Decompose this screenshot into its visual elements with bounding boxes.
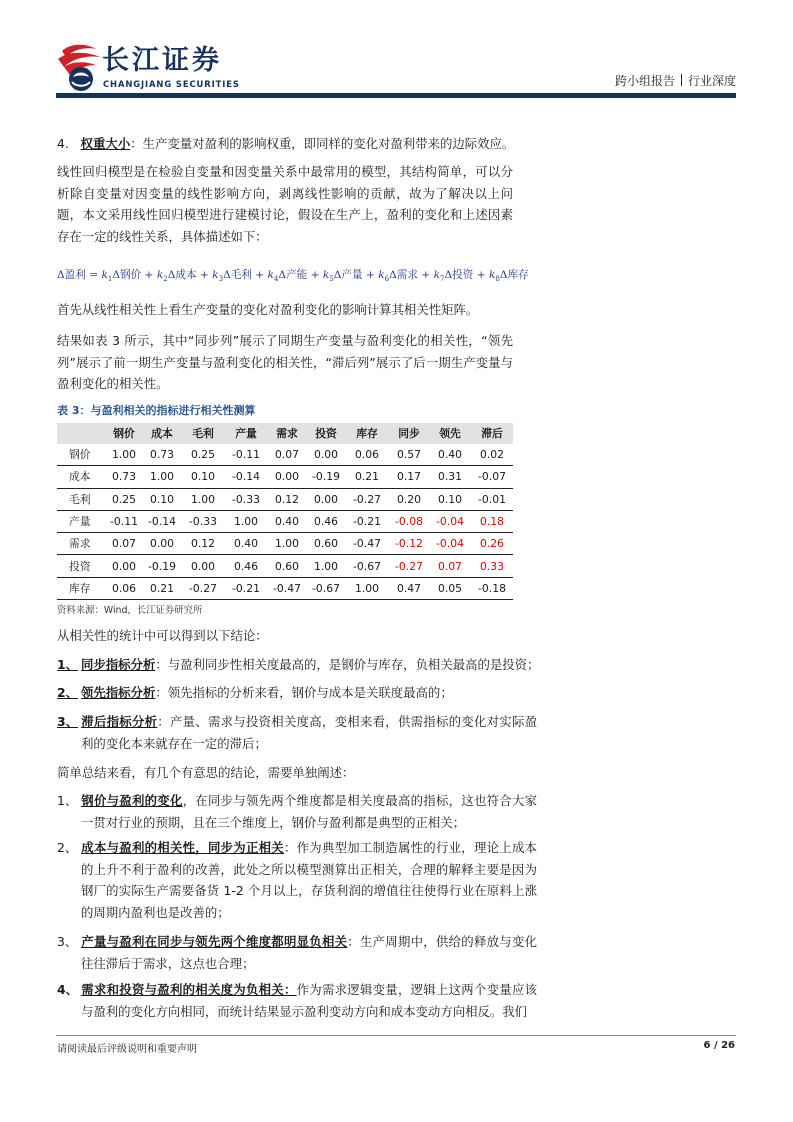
formula-subscript: 8: [495, 275, 500, 284]
summary-item-1: [57, 790, 537, 833]
table-cell: 0.07: [105, 533, 143, 555]
table-cell: -0.21: [345, 510, 389, 532]
table-cell: -0.21: [225, 577, 267, 599]
item-number: 4.: [57, 136, 69, 151]
table-cell: -0.67: [345, 555, 389, 577]
table-cell: 1.00: [267, 533, 307, 555]
summary-item-3: [57, 931, 537, 974]
formula-coefficient: k: [378, 269, 385, 281]
formula-variable: Δ成本: [167, 269, 197, 281]
table-cell: -0.27: [345, 488, 389, 510]
table-cell: 0.12: [267, 488, 307, 510]
formula-subscript: 2: [163, 275, 168, 284]
row-header: 需求: [57, 533, 105, 555]
row-header: 毛利: [57, 488, 105, 510]
table-row: [57, 466, 513, 488]
formula-coefficient: k: [322, 269, 330, 281]
report-type-left: 跨小组报告: [614, 74, 675, 88]
logo-emblem-icon: [56, 41, 106, 95]
item-title: 钢价与盈利的变化: [81, 793, 183, 808]
formula-coefficient: k: [156, 269, 164, 281]
table-cell: 0.10: [429, 488, 471, 510]
table-cell: 1.00: [307, 555, 345, 577]
table-cell: 0.31: [429, 466, 471, 488]
item-number: 2、: [57, 685, 79, 700]
table-cell: -0.11: [105, 510, 143, 532]
table-cell: -0.19: [307, 466, 345, 488]
table-cell: 1.00: [345, 577, 389, 599]
item-number: 3、: [57, 934, 78, 949]
table-cell: -0.07: [471, 466, 513, 488]
table-cell: 0.21: [143, 577, 181, 599]
table-cell: 0.00: [307, 488, 345, 510]
formula-coefficient: k: [433, 269, 441, 281]
paragraph-result: 结果如表 3 所示，其中“同步列”展示了同期生产变量与盈利变化的相关性，“领先列”展示了前一期生产变量与盈利变化的相关性，“滞后列”展示了后一期生产变量与盈利变化的相关性。: [57, 333, 513, 392]
table-cell: 1.00: [181, 488, 225, 510]
table-cell: 0.00: [267, 466, 307, 488]
table-cell: 0.00: [143, 533, 181, 555]
formula-plus: +: [196, 269, 213, 281]
table-cell: 1.00: [105, 444, 143, 466]
table-cell: 0.10: [181, 466, 225, 488]
table-cell: -0.19: [143, 555, 181, 577]
formula-variable: Δ钢价: [112, 269, 142, 281]
conclusions-intro: 从相关性的统计中可以得到以下结论：: [57, 628, 268, 643]
formula-subscript: 1: [107, 275, 113, 284]
table-cell: 0.20: [389, 488, 429, 510]
table-cell: 0.33: [471, 555, 513, 577]
table-cell: 0.06: [105, 577, 143, 599]
table-row: [57, 510, 513, 532]
formula-subscript: 3: [218, 275, 224, 284]
summary-intro: 简单总结来看，有几个有意思的结论，需要单独阐述：: [57, 765, 355, 780]
table-cell: 0.40: [429, 444, 471, 466]
table-cell: 0.02: [471, 444, 513, 466]
formula-coefficient: k: [267, 269, 274, 281]
column-header: 毛利: [181, 423, 225, 444]
item-number: 1、: [57, 793, 78, 808]
table-cell: 0.00: [105, 555, 143, 577]
table-cell: -0.11: [225, 444, 267, 466]
table-cell: -0.14: [225, 466, 267, 488]
report-type: [615, 72, 736, 89]
table-cell: 0.25: [105, 488, 143, 510]
column-header: 成本: [143, 423, 181, 444]
brand-name-chinese: 长江证券: [102, 45, 222, 76]
footer-rule: [56, 1035, 736, 1036]
page-number: 6 / 26: [703, 1040, 735, 1051]
table-cell: -0.27: [389, 555, 429, 577]
table-cell: 1.00: [143, 466, 181, 488]
table-header-row: [57, 423, 513, 444]
formula-plus: +: [141, 269, 157, 281]
table-cell: 0.60: [267, 555, 307, 577]
paragraph-weight: [57, 133, 513, 155]
column-header: 需求: [267, 423, 307, 444]
footer-disclaimer: 请阅读最后评级说明和重要声明: [57, 1044, 197, 1055]
item-text: ：生产变量对盈利的影响权重，即同样的变化对盈利带来的边际效应。: [130, 136, 515, 151]
table-cell: 0.40: [225, 533, 267, 555]
column-header: 产量: [225, 423, 267, 444]
table-row: [57, 533, 513, 555]
table-cell: -0.67: [307, 577, 345, 599]
row-header: 库存: [57, 577, 105, 599]
formula-coefficient: k: [488, 269, 496, 281]
company-logo: [56, 41, 106, 95]
item-title: 滞后指标分析: [81, 714, 158, 729]
summary-item-2: [57, 837, 537, 923]
table-cell: -0.33: [225, 488, 267, 510]
table-cell: 0.00: [181, 555, 225, 577]
brand-name-english: CHANGJIANG SECURITIES: [103, 79, 240, 89]
report-type-right: 行业深度: [687, 74, 736, 88]
item-title: 产量与盈利在同步与领先两个维度都明显负相关: [81, 934, 348, 949]
table-row: [57, 488, 513, 510]
header-separator: [681, 74, 682, 86]
item-text: ，在同步与领先两个维度都是相关度最高的指标，这也符合大家一贯对行业的预期，且在三个维度上，钢价与盈利都是典型的正相关；: [81, 793, 537, 830]
table-cell: -0.14: [143, 510, 181, 532]
item-number: 1、: [57, 657, 79, 672]
formula-variable: Δ产量: [333, 269, 363, 281]
formula-plus: +: [307, 269, 323, 281]
table-cell: 0.40: [267, 510, 307, 532]
table-cell: 0.60: [307, 533, 345, 555]
table-cell: 0.26: [471, 533, 513, 555]
formula-variable: Δ库存: [499, 269, 529, 281]
table-cell: 0.10: [143, 488, 181, 510]
formula-variable: Δ需求: [389, 269, 418, 281]
item-text: ：作为典型加工制造属性的行业，理论上成本的上升不利于盈利的改善，此处之所以模型测算出正相关，合理的解释主要是因为钢厂的实际生产需要备货 1-2 个月以上，存货利润的增值往往使得行业在原料上涨的周期内盈利也是改善的；: [81, 840, 538, 920]
table-source: 资料来源：Wind，长江证券研究所: [57, 605, 203, 616]
table-row: [57, 555, 513, 577]
table-row: [57, 444, 513, 466]
table-cell: 0.46: [225, 555, 267, 577]
conclusion-item-3: [57, 711, 537, 754]
table-cell: 0.00: [307, 444, 345, 466]
table-cell: 0.73: [105, 466, 143, 488]
item-title: 领先指标分析: [81, 685, 156, 700]
item-number: 2、: [57, 840, 78, 855]
table-cell: 1.00: [225, 510, 267, 532]
column-header: 领先: [429, 423, 471, 444]
table-title: 表 3：与盈利相关的指标进行相关性测算: [57, 404, 256, 417]
formula-plus: +: [417, 269, 434, 281]
table-cell: -0.04: [429, 533, 471, 555]
table-cell: -0.08: [389, 510, 429, 532]
formula-plus: +: [362, 269, 379, 281]
table-cell: 0.18: [471, 510, 513, 532]
table-row: [57, 577, 513, 599]
table-cell: -0.12: [389, 533, 429, 555]
formula-variable: Δ投资: [444, 269, 474, 281]
row-header: 钢价: [57, 444, 105, 466]
correlation-table: [57, 423, 513, 600]
header-rule: [56, 93, 736, 98]
regression-formula: [57, 267, 529, 283]
table-cell: 0.47: [389, 577, 429, 599]
item-title: 需求和投资与盈利的相关度为负相关：: [81, 982, 297, 997]
table-cell: 0.25: [181, 444, 225, 466]
item-text: ：产量、需求与投资相关度高，变相来看，供需指标的变化对实际盈利的变化本来就存在一定的滞后；: [81, 714, 538, 751]
formula-plus: +: [473, 269, 489, 281]
formula-coefficient: k: [101, 269, 108, 281]
column-header: 库存: [345, 423, 389, 444]
column-header: 滞后: [471, 423, 513, 444]
table-cell: -0.33: [181, 510, 225, 532]
row-header: 成本: [57, 466, 105, 488]
formula-variable: Δ毛利: [223, 269, 252, 281]
table-cell: -0.18: [471, 577, 513, 599]
item-number: 4、: [57, 982, 79, 997]
row-header: 产量: [57, 510, 105, 532]
item-text: ：与盈利同步性相关度最高的，是钢价与库存，负相关最高的是投资；: [155, 657, 540, 672]
item-title: 权重大小: [80, 136, 131, 151]
formula-coefficient: k: [212, 269, 219, 281]
table-cell: -0.47: [267, 577, 307, 599]
conclusion-item-2: [57, 682, 513, 704]
table-cell: 0.07: [429, 555, 471, 577]
formula-subscript: 4: [273, 275, 279, 284]
item-title: 同步指标分析: [81, 657, 156, 672]
summary-item-4: [57, 979, 537, 1022]
table-corner-cell: [57, 423, 105, 444]
formula-plus: +: [251, 269, 268, 281]
item-number: 3、: [57, 714, 79, 729]
table-cell: -0.47: [345, 533, 389, 555]
table-cell: 0.57: [389, 444, 429, 466]
formula-variable: Δ产能: [278, 269, 308, 281]
conclusion-item-1: [57, 654, 540, 676]
table-cell: -0.01: [471, 488, 513, 510]
table-cell: 0.21: [345, 466, 389, 488]
column-header: 投资: [307, 423, 345, 444]
formula-lhs: Δ盈利 =: [57, 269, 102, 281]
formula-subscript: 5: [329, 275, 334, 284]
item-text: ：生产周期中，供给的释放与变化往往滞后于需求，这点也合理；: [81, 934, 538, 971]
item-title: 成本与盈利的相关性，同步为正相关: [81, 840, 284, 855]
table-cell: 0.73: [143, 444, 181, 466]
table-cell: 0.07: [267, 444, 307, 466]
formula-subscript: 7: [440, 275, 445, 284]
item-text: ：领先指标的分析来看，钢价与成本是关联度最高的；: [155, 685, 453, 700]
formula-subscript: 6: [384, 275, 390, 284]
column-header: 钢价: [105, 423, 143, 444]
table-cell: 0.05: [429, 577, 471, 599]
table-cell: -0.27: [181, 577, 225, 599]
column-header: 同步: [389, 423, 429, 444]
table-cell: 0.17: [389, 466, 429, 488]
table-cell: 0.46: [307, 510, 345, 532]
item-text: 作为需求逻辑变量，逻辑上这两个变量应该与盈利的变化方向相同，而统计结果显示盈利变动方向和成本变动方向相反。我们: [81, 982, 537, 1019]
table-cell: 0.12: [181, 533, 225, 555]
table-cell: 0.06: [345, 444, 389, 466]
table-cell: -0.04: [429, 510, 471, 532]
paragraph-model: 线性回归模型是在检验自变量和因变量关系中最常用的模型，其结构简单，可以分析除自变量对因变量的线性影响方向，剥离线性影响的贡献，故为了解决以上问题，本文采用线性回归模型进行建模讨论，假设在生产上，盈利的变化和上述因素存在一定的线性关系，具体描述如下：: [57, 164, 513, 244]
row-header: 投资: [57, 555, 105, 577]
paragraph-first: 首先从线性相关性上看生产变量的变化对盈利变化的影响计算其相关性矩阵。: [57, 302, 479, 317]
